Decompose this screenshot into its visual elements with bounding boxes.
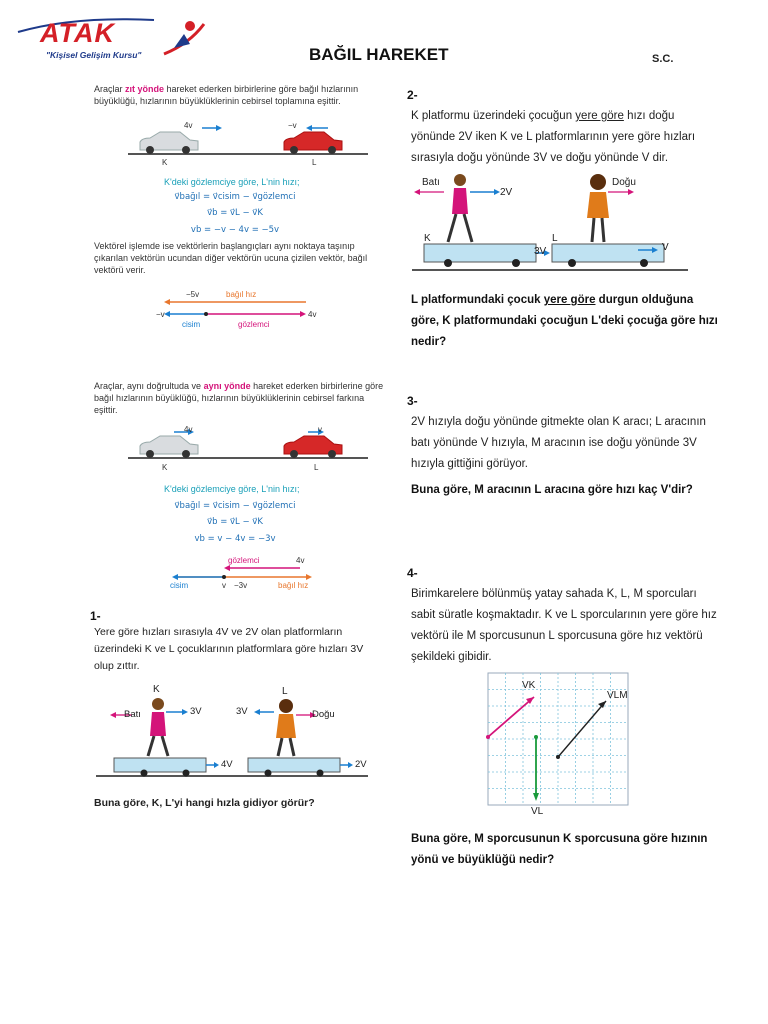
author-initials: S.C.: [652, 53, 674, 65]
q1-k-label: K: [153, 684, 160, 695]
q1-l-speed: 3V: [236, 706, 248, 717]
logo-brand: ATAK: [40, 18, 115, 48]
q1-question: Buna göre, K, L'yi hangi hızla gidiyor görür?: [94, 797, 315, 809]
theory2-observer-note: K'deki gözlemciye göre, L'nin hızı;: [164, 484, 300, 494]
diag2-4v: 4v: [296, 556, 305, 565]
keyword-zit-yonde: zıt yönde: [125, 84, 165, 94]
diag1-minusv: −v: [156, 310, 165, 319]
q2-child-speed: 2V: [500, 187, 513, 198]
theory1-eq1: v⃗bağıl = v⃗cisim − v⃗gözlemci: [174, 192, 296, 202]
diag1-4v: 4v: [308, 310, 317, 319]
q3-question: Buna göre, M aracının L aracına göre hızı kaç V'dir?: [411, 484, 693, 496]
diag2-gozlemci: gözlemci: [228, 556, 260, 565]
theory1-vector-text: Vektörel işlemde ise vektörlerin başlangıçları aynı noktaya taşınıp çıkarılan vektörün ucundan diğer vektörün ucuna çizilen vektör, bağıl vektörü verir.: [94, 241, 368, 275]
child-k-icon: [448, 174, 472, 242]
car-l-speed: −v: [288, 121, 297, 130]
theory1-eq2: v⃗b = v⃗L − v⃗K: [207, 208, 263, 218]
theory1-intro: Araçlar zıt yönde hareket ederken birbirlerine göre bağıl hızlarının büyüklüğü, hızlarının büyüklüklerinin cebirsel toplamına eşittir.: [94, 84, 359, 106]
child-l-icon: [587, 174, 609, 242]
q2-text: K platformu üzerindeki çocuğun yere göre hızı doğu yönünde 2V iken K ve L platformlarının yere göre hızları sırasıyla doğu yönünde 3V ve doğu yönünde V dir.: [411, 110, 696, 164]
diag1-cisim: cisim: [182, 320, 201, 329]
q4-vk-label: VK: [522, 680, 536, 691]
car-k-icon: [140, 132, 198, 154]
arrow-left-icon: [306, 125, 312, 131]
q4-text: Birimkarelere bölünmüş yatay sahada K, L, M sporcuları sabit süratle koşmaktadır. K ve L sporcularının yere göre hız vektörü ile M sporcusunun L sporcusuna göre hız vektörü şekildeki gibidir.: [411, 588, 717, 663]
q2-bati: Batı: [422, 177, 440, 188]
q4-question: Buna göre, M sporcusunun K sporcusuna göre hızının yönü ve büyüklüğü nedir?: [411, 833, 708, 866]
q1-k-speed: 3V: [190, 706, 202, 717]
diag1-minus5v: −5v: [186, 290, 200, 299]
theory1-observer-note: K'deki gözlemciye göre, L'nin hızı;: [164, 177, 300, 187]
q1-text: Yere göre hızları sırasıyla 4V ve 2V olan platformların üzerindeki K ve L çocuklarının platformlara göre hızları 3V olup zıttır.: [94, 626, 364, 672]
car-l-icon: [284, 436, 342, 458]
car2-k-speed: 4v: [184, 425, 193, 434]
q1-l-label: L: [282, 686, 288, 697]
q3-text: 2V hızıyla doğu yönünde gitmekte olan K aracı; L aracının batı yönünde V hızıyla, M aracının ise doğu yönünde 3V hızıyla gittiğini görüyor.: [411, 416, 706, 470]
q1-dogu: Doğu: [312, 709, 335, 720]
car-k-label: K: [162, 158, 168, 167]
page-title: BAĞIL HAREKET: [309, 45, 449, 64]
child-l-icon: [276, 699, 296, 756]
theory2-eq2: v⃗b = v⃗L − v⃗K: [207, 517, 263, 527]
car-k-icon: [140, 436, 198, 458]
q1-p1-speed: 4V: [221, 759, 233, 770]
q2-question: L platformundaki çocuk yere göre durgun olduğuna göre, K platformundaki çocuğun L'deki çocuğa göre hızı nedir?: [411, 294, 718, 348]
q2-l-label: L: [552, 233, 558, 244]
q4-vlm-label: VLM: [607, 690, 628, 701]
arrow-right-icon: [348, 762, 353, 768]
car2-l-label: L: [314, 463, 319, 472]
diag1-gozlemci: gözlemci: [238, 320, 270, 329]
diag2-minus3v: −3v: [234, 581, 248, 590]
q1-number: 1-: [90, 609, 101, 623]
q4-number: 4-: [407, 566, 418, 580]
keyword-ayni-yonde: aynı yönde: [203, 381, 251, 391]
car-l-label: L: [312, 158, 317, 167]
logo-tagline: "Kişisel Gelişim Kursu": [46, 50, 142, 60]
arrow-right-icon: [216, 125, 222, 131]
arrow-right-icon: [214, 762, 219, 768]
q2-dogu: Doğu: [612, 177, 636, 188]
q2-l-speed: V: [662, 242, 669, 253]
q2-number: 2-: [407, 88, 418, 102]
diag2-v: v: [222, 581, 226, 590]
car2-k-label: K: [162, 463, 168, 472]
child-k-icon: [148, 698, 168, 756]
car2-l-speed: v: [318, 425, 322, 434]
theory1-eq3: vb = −v − 4v = −5v: [190, 225, 280, 235]
diag1-bagil: bağıl hız: [226, 290, 257, 299]
q3-number: 3-: [407, 394, 418, 408]
q2-k-speed: 3V: [534, 246, 547, 257]
car-l-icon: [284, 132, 342, 154]
diag2-cisim: cisim: [170, 581, 189, 590]
car-k-speed: 4v: [184, 121, 193, 130]
theory2-eq3: vb = v − 4v = −3v: [194, 534, 276, 544]
q1-bati: Batı: [124, 709, 141, 720]
q4-vl-label: VL: [531, 806, 544, 817]
q2-k-label: K: [424, 233, 431, 244]
q1-p2-speed: 2V: [355, 759, 367, 770]
logo: [14, 14, 208, 66]
theory2-eq1: v⃗bağıl = v⃗cisim − v⃗gözlemci: [174, 501, 296, 511]
q2-figure: [412, 170, 688, 274]
diag2-bagil: bağıl hız: [278, 581, 309, 590]
theory2-intro: Araçlar, aynı doğrultuda ve aynı yönde hareket ederken birbirlerine göre bağıl hızlarının büyüklüğü, hızlarının büyüklüklerinin cebirsel farkına eşittir.: [94, 381, 384, 415]
